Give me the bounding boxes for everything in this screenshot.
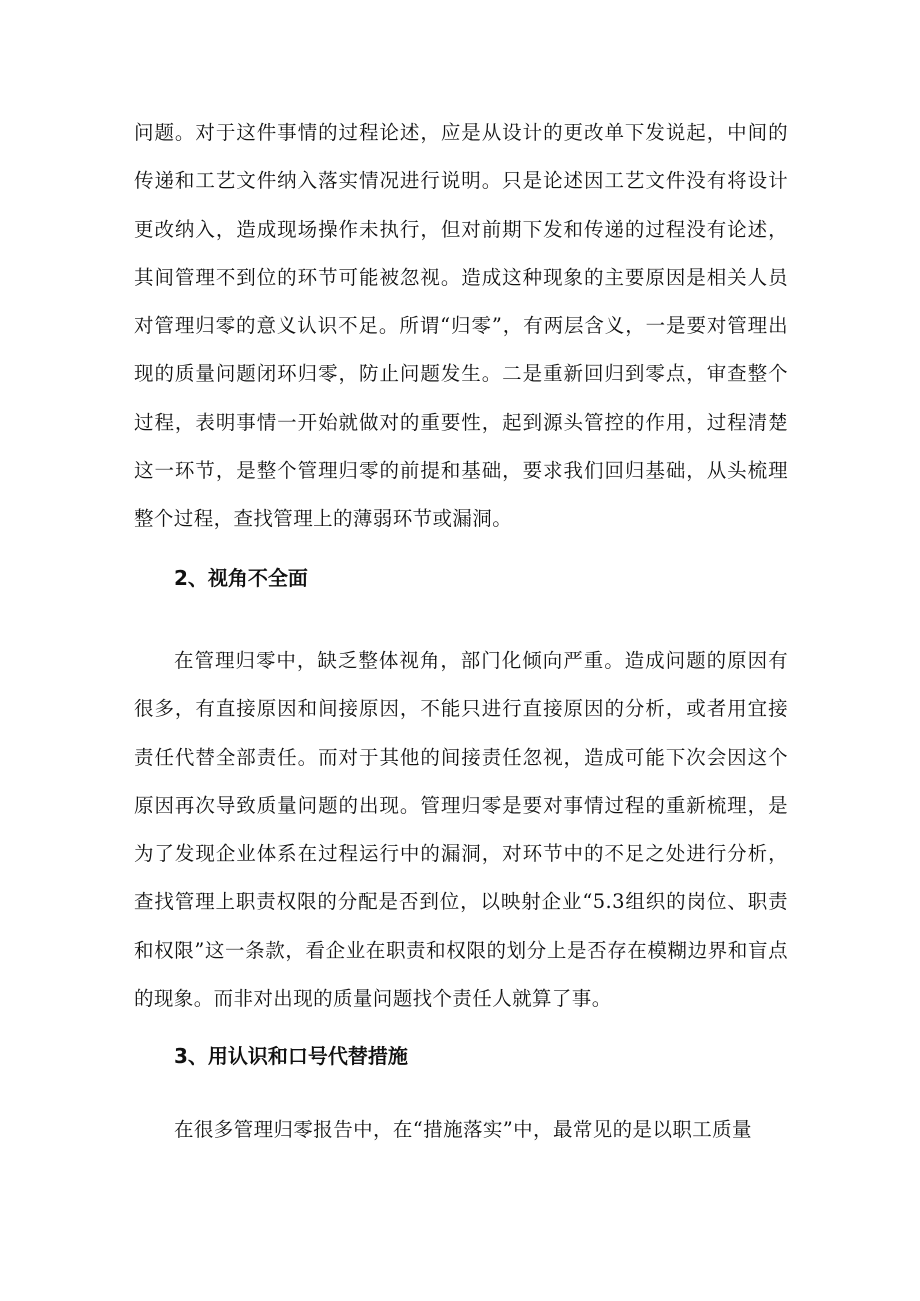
body-paragraph-2: 在管理归零中，缺乏整体视角，部门化倾向严重。造成问题的原因有很多，有直接原因和间接原因，不能只进行直接原因的分析，或者用宜接责任代替全部责任。而对于其他的间接责任忽视，造成可能下次会因这个原因再次导致质量问题的出现。管理归零是要对事情过程的重新梳理，是为了发现企业体系在过程运行中的漏洞，对环节中的不足之处进行分析，查找管理上职责权限的分配是否到位，以映射企业“5.3组织的岗位、职责和权限”这一条款，看企业在职责和权限的划分上是否存在模糊边界和盲点的现象。而非对出现的质量问题找个责任人就算了事。 — [134, 649, 788, 1011]
section-heading-3: 3、用认识和口号代替措施 — [174, 1044, 408, 1068]
body-paragraph-3: 在很多管理归零报告中，在“措施落实”中，最常见的是以职工质量 — [174, 1118, 752, 1141]
section-heading-2: 2、视角不全面 — [174, 566, 308, 590]
body-paragraph-1: 问题。对于这件事情的过程论述，应是从设计的更改单下发说起，中间的传递和工艺文件纳入落实情况进行说明。只是论述因工艺文件没有将设计更改纳入，造成现场操作未执行，但对前期下发和传递的过程没有论述，其间管理不到位的环节可能被忽视。造成这种现象的主要原因是相关人员对管理归零的意义认识不足。所谓“归零”，有两层含义，一是要对管理出现的质量问题闭环归零，防止问题发生。二是重新回归到零点，审查整个过程，表明事情一开始就做对的重要性，起到源头管控的作用，过程清楚这一环节，是整个管理归零的前提和基础，要求我们回归基础，从头梳理整个过程，查找管理上的薄弱环节或漏洞。 — [134, 121, 788, 531]
